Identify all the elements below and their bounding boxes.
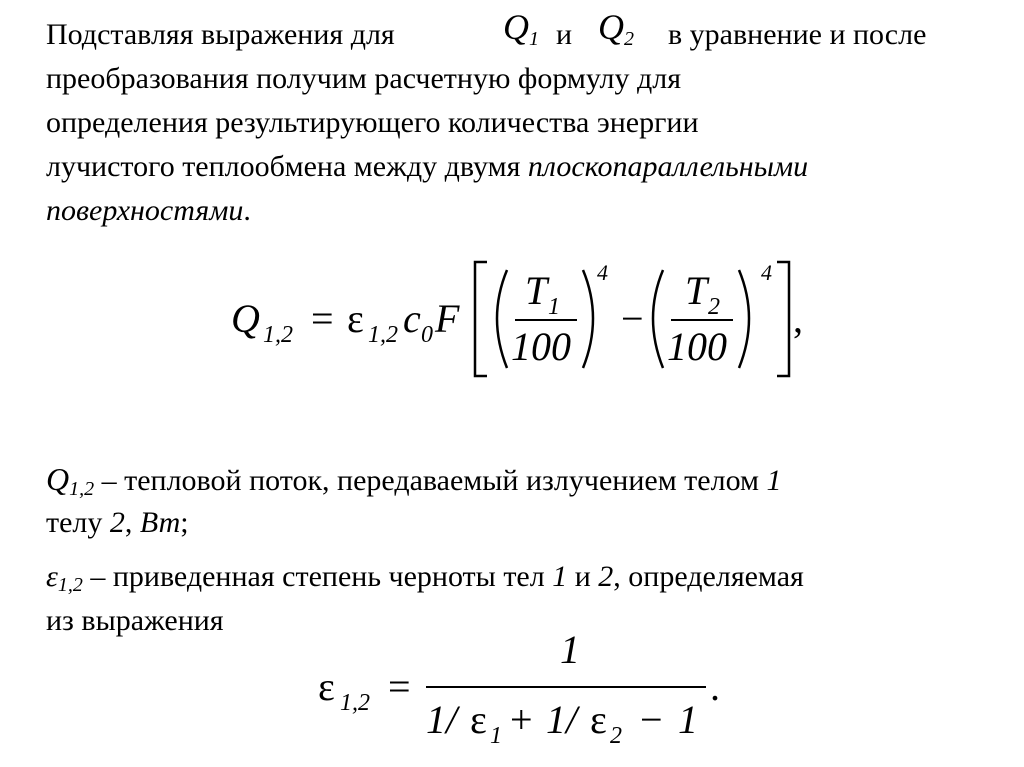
f1-Q: Q [231, 296, 260, 341]
f2-den-1: 1/ [426, 697, 458, 742]
f1-bracket-right [777, 262, 789, 376]
def-q-body2: 2 [109, 506, 125, 539]
def-q-sep: , [124, 506, 140, 539]
intro-line-5-period: . [243, 194, 251, 227]
f1-T2: T [685, 268, 708, 313]
f1-T1: T [525, 268, 548, 313]
symbol-q2 [598, 6, 634, 51]
def-q-symbol: Q [46, 461, 70, 497]
f1-den1: 100 [511, 324, 571, 369]
def-eps-line-1 [46, 560, 804, 602]
q1-subscript: 1 [529, 28, 539, 50]
f1-Q-sub: 1,2 [263, 322, 293, 348]
def-q-unit: Вт [139, 506, 181, 539]
f2-plus: + [510, 697, 533, 742]
f1-c: c [403, 296, 421, 341]
f1-bracket-left [475, 262, 487, 376]
f1-minus: − [621, 296, 644, 341]
f1-den2: 100 [667, 324, 727, 369]
f2-den-eps1: ε [470, 697, 487, 742]
intro-line-3: определения результирующего количества энергии [46, 106, 699, 139]
intro-line-5-italic: поверхностями [46, 194, 244, 227]
f1-c-sub: 0 [421, 322, 433, 348]
def-eps-symbol: ε [46, 560, 58, 593]
f1-eps-sub: 1,2 [368, 322, 398, 348]
def-eps-line-2: из выражения [46, 604, 224, 637]
f1-paren-1-left [497, 270, 507, 368]
f1-paren-2-right [739, 270, 749, 368]
f2-eq: = [388, 664, 411, 709]
def-q-body1: 1 [766, 464, 782, 497]
intro-line-2: преобразования получим расчетную формулу для [46, 62, 682, 95]
def-eps-body2: 2 [598, 560, 614, 593]
f2-numerator: 1 [560, 627, 580, 672]
def-q-semicolon: ; [180, 506, 189, 539]
def-q-text: – тепловой поток, передаваемый излучением телом [94, 464, 767, 497]
intro-text-cont: в уравнение и после [668, 18, 927, 51]
symbol-q1 [503, 6, 539, 51]
q2-subscript: 2 [624, 28, 634, 50]
def-eps-subscript: 1,2 [57, 574, 83, 596]
f1-exp2: 4 [761, 260, 772, 285]
def-q-text-2: телу [46, 506, 110, 539]
def-q-subscript: 1,2 [69, 478, 95, 500]
f2-den-2: 1/ [546, 697, 578, 742]
f2-den-eps2-sub: 2 [610, 723, 622, 749]
f2-eps: ε [318, 664, 335, 709]
f1-T1-sub: 1 [548, 294, 560, 320]
f2-minus: − [640, 697, 663, 742]
def-eps-body1: 1 [552, 560, 568, 593]
def-eps-text: – приведенная степень черноты тел [82, 560, 553, 593]
def-eps-text-2: , определяемая [613, 560, 804, 593]
f2-period: . [710, 664, 720, 709]
f1-eq: = [311, 296, 334, 341]
intro-line-4-plain: лучистого теплообмена между двумя [46, 150, 521, 183]
f1-paren-1-right [583, 270, 593, 368]
q1-letter: Q [503, 7, 529, 47]
f1-exp1: 4 [597, 260, 608, 285]
f1-F: F [435, 296, 460, 341]
def-eps-and: и [567, 560, 599, 593]
f1-paren-2-left [653, 270, 663, 368]
conj-and: и [556, 18, 573, 51]
f2-den-last: 1 [678, 697, 698, 742]
f2-eps-sub: 1,2 [340, 690, 370, 716]
def-q-line-2 [46, 506, 189, 540]
intro-line-4 [46, 150, 808, 184]
f1-T2-sub: 2 [708, 294, 720, 320]
f1-eps: ε [347, 296, 364, 341]
q2-letter: Q [598, 7, 624, 47]
formula-heat-flux [225, 250, 825, 390]
f2-den-eps1-sub: 1 [490, 723, 502, 749]
f1-comma: , [793, 296, 803, 341]
intro-line-5 [46, 194, 251, 228]
intro-line-4-italic: плоскопараллельными [527, 150, 809, 183]
formula-emissivity [310, 615, 750, 755]
f2-den-eps2: ε [590, 697, 607, 742]
def-q-line-1 [46, 462, 782, 506]
intro-line-1 [46, 18, 395, 52]
intro-text: Подставляя выражения для [46, 18, 395, 51]
